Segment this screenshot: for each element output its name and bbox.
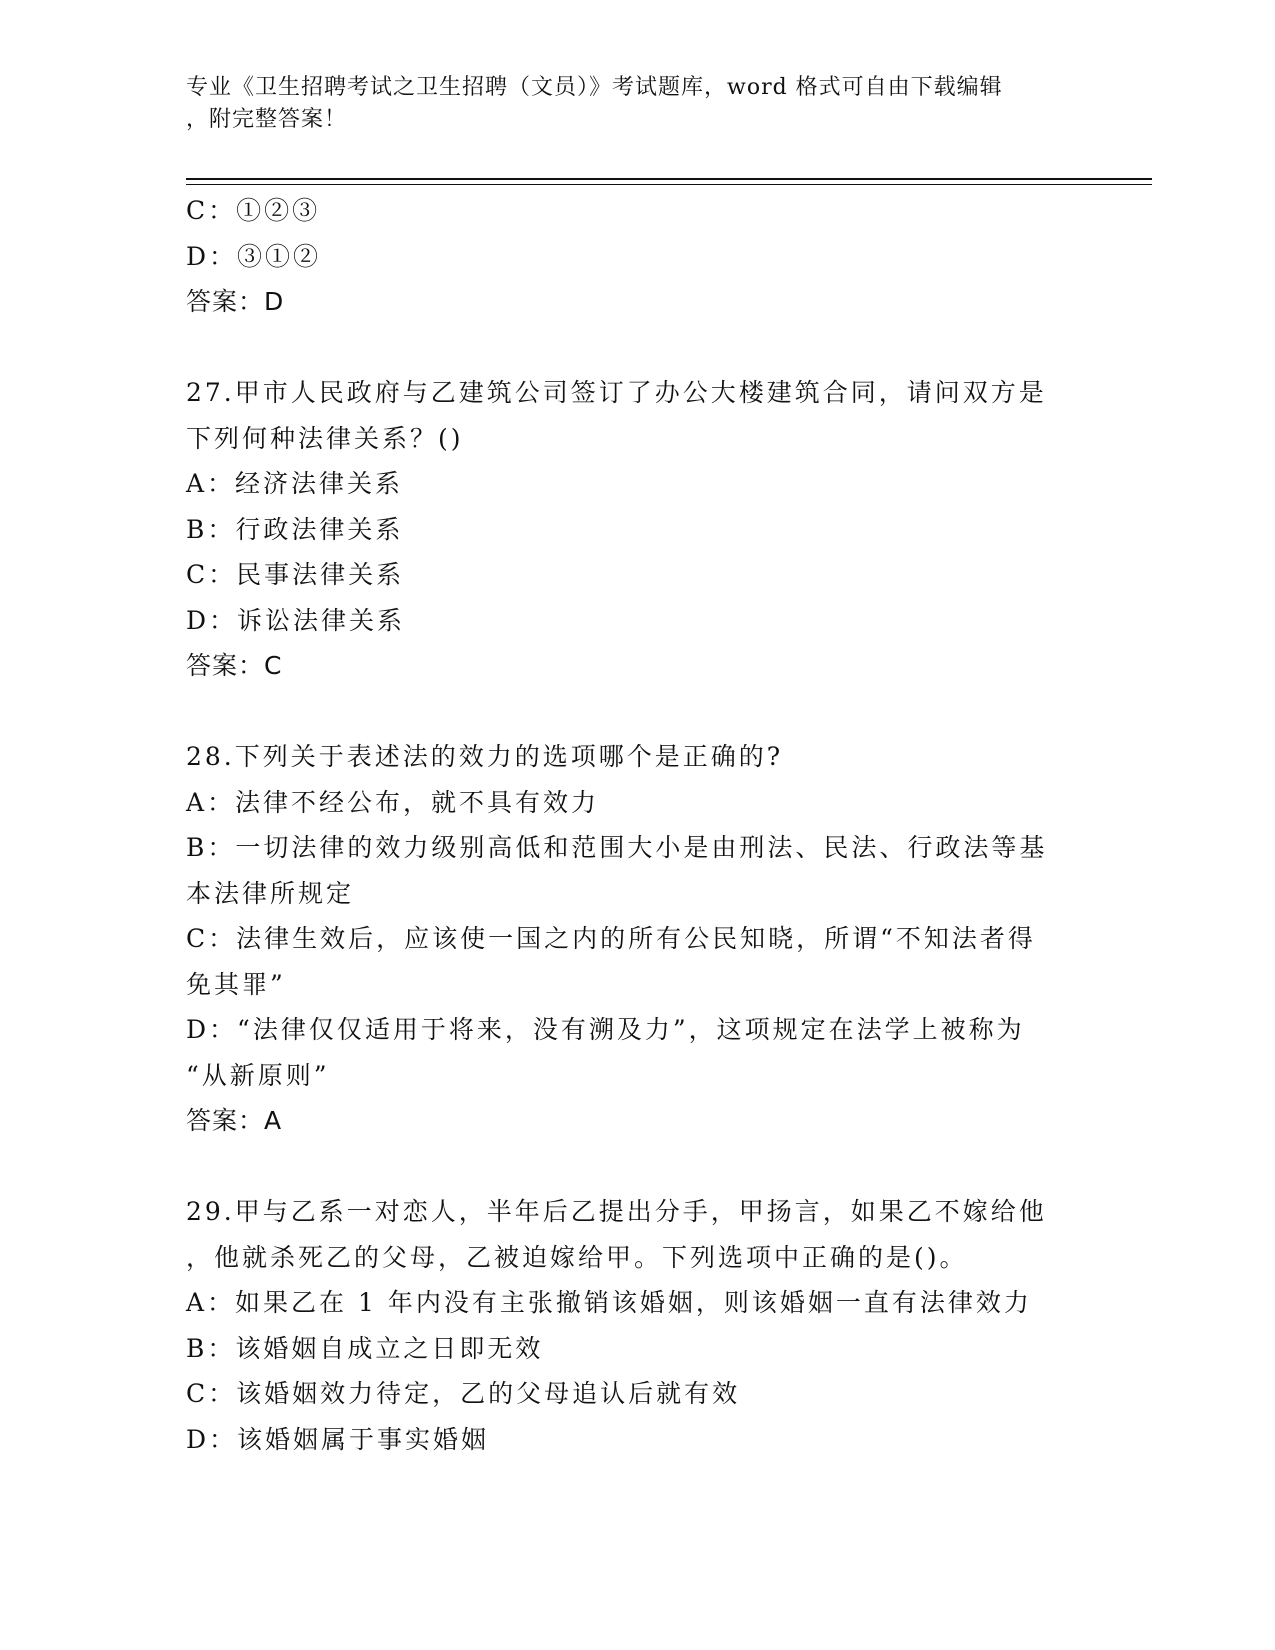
option-b: B：该婚姻自成立之日即无效 xyxy=(186,1333,544,1363)
question-spacer xyxy=(186,325,1086,371)
option-a: A：经济法律关系 xyxy=(186,469,404,498)
question-stem: 27.甲市人民政府与乙建筑公司签订了办公大楼建筑合同，请问双方是 xyxy=(186,378,1047,407)
question-spacer xyxy=(186,1144,1086,1190)
option-b: B：行政法律关系 xyxy=(186,514,404,544)
option-a: A：法律不经公布，就不具有效力 xyxy=(186,787,600,817)
question-spacer xyxy=(186,689,1086,735)
question-26-tail xyxy=(186,188,1086,325)
header-divider-thick xyxy=(186,178,1152,180)
answer-line: 答案：D xyxy=(186,287,285,316)
header-line-2: ，附完整答案！ xyxy=(186,107,348,132)
question-29 xyxy=(186,1189,1086,1462)
question-stem: 28.下列关于表述法的效力的选项哪个是正确的? xyxy=(186,742,784,771)
option-d-cont: “从新原则” xyxy=(186,1060,330,1090)
option-c: C：该婚姻效力待定，乙的父母追认后就有效 xyxy=(186,1379,741,1408)
option-a: A：如果乙在 1 年内没有主张撤销该婚姻，则该婚姻一直有法律效力 xyxy=(186,1288,1032,1317)
question-stem-cont: 下列何种法律关系？() xyxy=(186,423,464,453)
option-c: C：①②③ xyxy=(186,196,321,225)
question-27 xyxy=(186,370,1086,689)
option-d: D：该婚姻属于事实婚姻 xyxy=(186,1424,490,1454)
option-b: B：一切法律的效力级别高低和范围大小是由刑法、民法、行政法等基 xyxy=(186,833,1048,862)
question-stem: 29.甲与乙系一对恋人，半年后乙提出分手，甲扬言，如果乙不嫁给他 xyxy=(186,1197,1047,1226)
question-28 xyxy=(186,734,1086,1144)
option-d: D：“法律仅仅适用于将来，没有溯及力”，这项规定在法学上被称为 xyxy=(186,1015,1025,1044)
option-c-cont: 免其罪” xyxy=(186,969,286,999)
option-b-cont: 本法律所规定 xyxy=(186,878,355,908)
question-stem-cont: ，他就杀死乙的父母，乙被迫嫁给甲。下列选项中正确的是()。 xyxy=(186,1242,968,1272)
option-c: C：法律生效后，应该使一国之内的所有公民知晓，所谓“不知法者得 xyxy=(186,924,1036,953)
question-list xyxy=(186,188,1086,1462)
answer-line: 答案：A xyxy=(186,1106,283,1135)
header-divider-thin xyxy=(186,184,1152,185)
option-d: D：诉讼法律关系 xyxy=(186,605,406,635)
header-line-1: 专业《卫生招聘考试之卫生招聘（文员）》考试题库，word 格式可自由下载编辑 xyxy=(186,75,1003,100)
option-d: D：③①② xyxy=(186,241,322,271)
option-c: C：民事法律关系 xyxy=(186,560,405,589)
answer-line: 答案：C xyxy=(186,651,283,680)
document-header xyxy=(186,72,1066,136)
